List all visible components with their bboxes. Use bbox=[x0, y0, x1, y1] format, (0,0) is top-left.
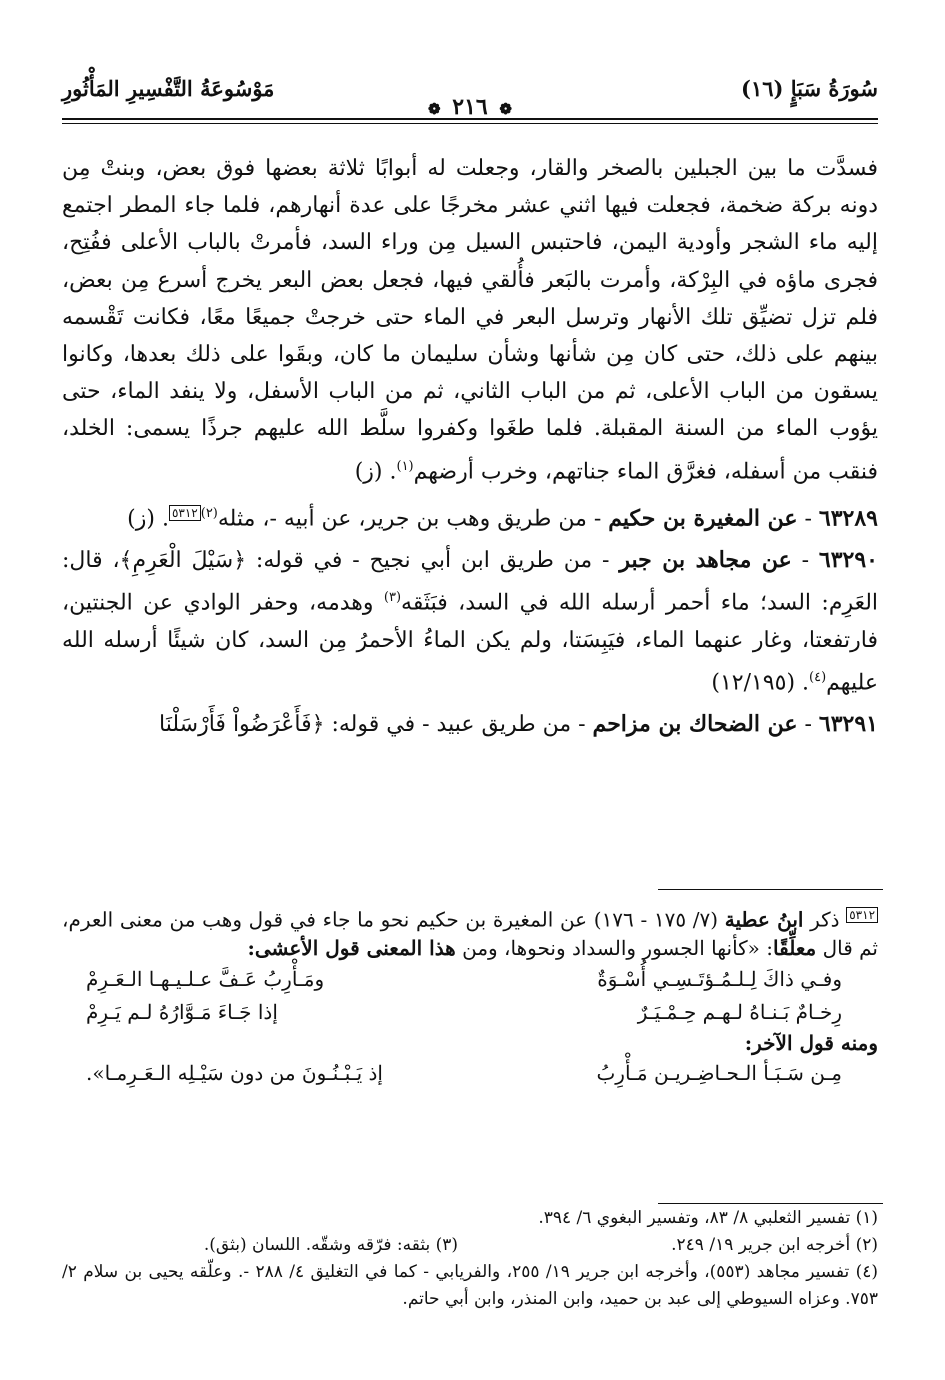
ornament-icon: ❁ bbox=[499, 100, 512, 118]
footnote-2: (٢) أخرجه ابن جرير ١٩/ ٢٤٩. bbox=[671, 1235, 878, 1255]
record-63289: ٦٣٢٨٩ - عن المغيرة بن حكيم - من طريق وهب بن جرير، عن أبيه -، مثله$^{(٢)٥٣١٢}$. (ز) bbox=[127, 505, 878, 532]
record-63291: ٦٣٢٩١ - عن الضحاك بن مزاحم - من طريق عبيد - في قوله: ﴿فَأَعْرَضُواْ فَأَرْسَلْنَا bbox=[159, 711, 878, 738]
commentator-name: ابنُ عطية bbox=[724, 907, 804, 932]
main-text bbox=[62, 150, 878, 743]
record-author: عن المغيرة بن حكيم bbox=[608, 505, 798, 532]
sura-title: سُورَةُ سَبَإٍ (١٦) bbox=[741, 76, 878, 101]
footnote-ref[interactable]: (١) bbox=[396, 458, 414, 474]
record-author: عن مجاهد بن جبر bbox=[619, 547, 792, 574]
footnotes bbox=[62, 1203, 878, 1313]
commentary-note: $^{٥٣١٢}$ ذكر ابنُ عطية (٧/ ١٧٥ - ١٧٦) عن المغيرة بن حكيم نحو ما جاء في قول وهب من معنى العرم، ثم قال معلِّقًا: «كأنها الجسور والسداد ونحوها، ومن هذا المعنى قول الأعشى: وفـي ذاكَ لِـلـمُـؤتَـسِـي أُسْـوَةٌ ومَـأْرِبُ عَـفَّ عـلـيـهـا الـعَـرِمْ رِخـامٌ بَـنـاهُ لـهـم حِـمْـيَـرٌ إذا جَـاءَ مَـوَّارُهُ لـم يَـرِمْ ومنه قول الآخر: مِـن سَـبَـأ الـحـاضِـريـن مَـأْرِبُ إذ يَـبْـنُـونَ من دون سَيْـلِه الـعَـرِمـا». bbox=[62, 901, 878, 1090]
book-title: مَوْسُوعَةُ التَّفْسِيرِ المَأْثُورِ bbox=[62, 76, 275, 101]
record-number: ٦٣٢٩١ bbox=[818, 711, 878, 738]
header-rule bbox=[62, 118, 878, 120]
poem-verse: وفـي ذاكَ لِـلـمُـؤتَـسِـي أُسْـوَةٌ ومَـأْرِبُ عَـفَّ عـلـيـهـا الـعَـرِمْ bbox=[86, 966, 842, 991]
page-number-value: ٢١٦ bbox=[452, 94, 488, 120]
record-number: ٦٣٢٨٩ bbox=[818, 505, 878, 532]
record-author: عن الضحاك بن مزاحم bbox=[592, 711, 798, 738]
footnote-1: (١) تفسير الثعلبي ٨/ ٨٣، وتفسير البغوي ٦/ ٣٩٤. bbox=[538, 1208, 878, 1228]
record-63290: ٦٣٢٩٠ - عن مجاهد بن جبر - من طريق ابن أبي نجيح - في قوله: ﴿سَيْلَ الْعَرِمِ﴾، قال: العَرِم: السد؛ ماء أحمر أرسله الله في السد، فبَثَقه$^{(٣)}$ وهدمه، وحفر الوادي عن الجنتين، فارتفعتا، وغار عنهما الماء، فيَبِسَتا، ولم يكن الماءُ الأحمرُ مِن السد، كان شيئًا أرسله الله عليهم$^{(٤)}$. (١٢/١٩٥) bbox=[62, 547, 879, 696]
poem-verse: رِخـامٌ بَـنـاهُ لـهـم حِـمْـيَـرٌ إذا جَـاءَ مَـوَّارُهُ لـم يَـرِمْ bbox=[86, 999, 842, 1024]
footnote-ref[interactable]: (٤) bbox=[809, 669, 827, 685]
footnote-4: (٤) تفسير مجاهد (٥٥٣)، وأخرجه ابن جرير ١٩/ ٢٥٥، والفريابي - كما في التغليق ٤/ ٢٨٨ -. وعلّقه يحيى بن سلام ٢/ ٧٥٣. وعزاه السيوطي إلى عبد بن حميد، وابن المنذر، وابن أبي حاتم. bbox=[62, 1262, 879, 1309]
footnote-3: (٣) بثقه: فرّقه وشقّه. اللسان (بثق). bbox=[203, 1235, 458, 1255]
page-header bbox=[62, 74, 878, 120]
poem-verse: مِـن سَـبَـأ الـحـاضِـريـن مَـأْرِبُ إذ يَـبْـنُـونَ من دون سَيْـلِه الـعَـرِمـا». bbox=[86, 1061, 842, 1086]
footnote-row bbox=[62, 1232, 878, 1259]
record-number: ٦٣٢٩٠ bbox=[818, 547, 878, 574]
other-poet-label: ومنه قول الآخر: bbox=[744, 1030, 878, 1055]
commentary-ref-box[interactable]: ٥٣١٢ bbox=[169, 505, 201, 521]
ornament-icon: ❁ bbox=[428, 100, 441, 118]
footnote-ref[interactable]: (٣) bbox=[383, 590, 402, 606]
footnote-ref[interactable]: (٢) bbox=[200, 506, 218, 522]
commentary-box: ٥٣١٢ bbox=[846, 907, 878, 923]
note-separator bbox=[658, 889, 883, 890]
narration-paragraph: فسدَّت ما بين الجبلين بالصخر والقار، وجعلت له أبوابًا ثلاثة بعضها فوق بعض، وبنتْ مِن دونه بركة ضخمة، فجعلت فيها اثني عشر مخرجًا على عدة أنهارهم، فلما جاء المطر اجتمع إليه ماء الشجر وأودية اليمن، فاحتبس السيل مِن وراء السد، فأمرتْ بالباب الأعلى ففُتِح، فجرى ماؤه في البِرْكة، وأمرت بالبَعر فأُلقي فيها، فجعل بعض البعر يخرج أسرع مِن بعض، فلم تزل تضيِّق تلك الأنهار وترسل البعر في الماء حتى خرجتْ جميعًا معًا، فكانت تَقْسمه بينهم على ذلك، حتى كان مِن شأنها وشأن سليمان ما كان، وبقَوا على ذلك بعدها، وكانوا يسقون من الباب الأعلى، ثم من الباب الثاني، ثم من الباب الأسفل، ولا ينفد الماء، حتى يؤوب الماء من السنة المقبلة. فلما طغَوا وكفروا سلَّط الله عليهم جرذًا يسمى: الخلد، فنقب من أسفله، فغرَّق الماء جناتهم، وخرب أرضهم$^{(١)}$. (ز) bbox=[62, 156, 878, 484]
header-rule-thin bbox=[62, 123, 878, 124]
